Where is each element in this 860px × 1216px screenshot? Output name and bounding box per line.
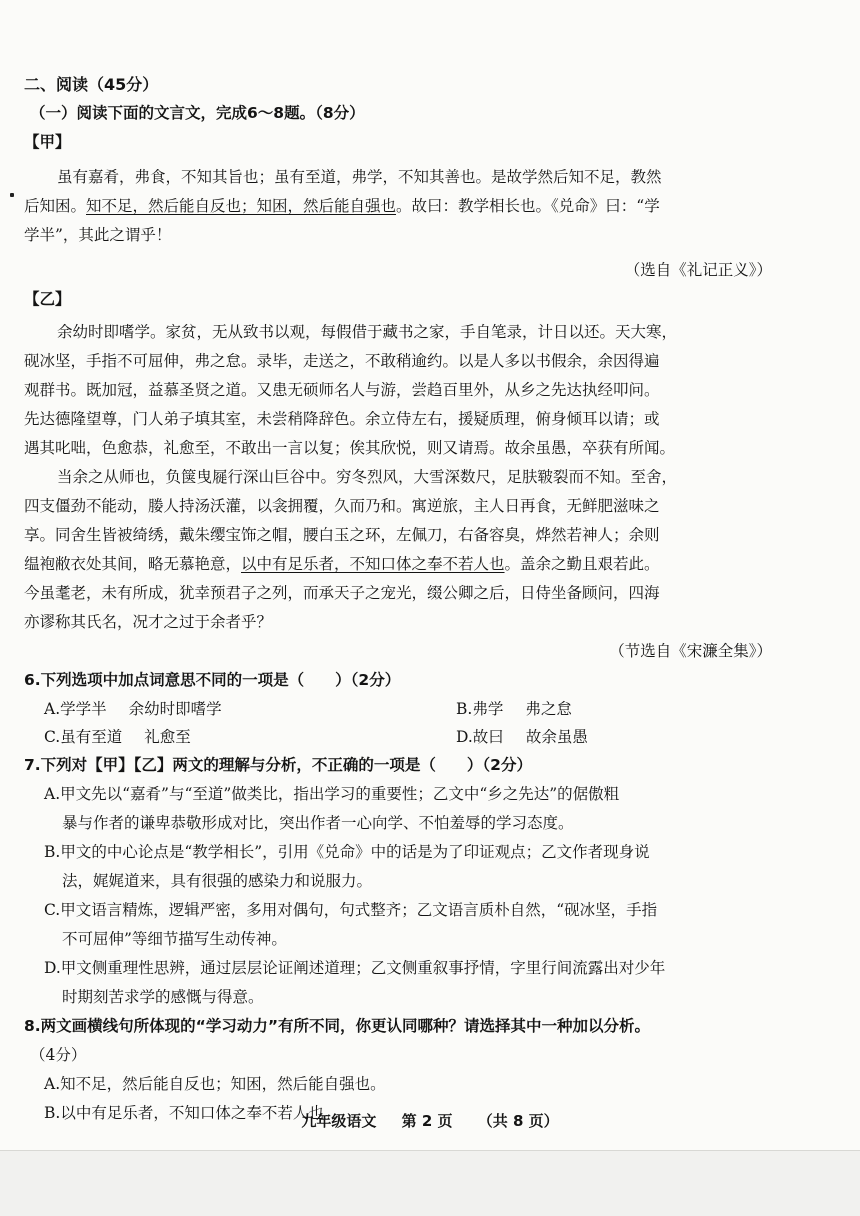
- q6-option-c: C.虽有至道 礼愈至: [44, 728, 191, 746]
- yi-source: （节选自《宋濂全集》）: [609, 642, 772, 660]
- yi-line-4: 先达德隆望尊，门人弟子填其室，未尝稍降辞色。余立侍左右，援疑质理，俯身倾耳以请；或: [24, 410, 660, 428]
- jia-underlined-sentence: 知不足，然后能自反也；知困，然后能自强也: [86, 197, 397, 215]
- jia-label: 【甲】: [24, 133, 71, 151]
- q6-options-row-1: [24, 695, 842, 723]
- q6-options-row-2: [24, 723, 842, 751]
- footer-total: （共 8 页）: [477, 1112, 559, 1130]
- yi-line-3: 观群书。既加冠，益慕圣贤之道。又患无硕师名人与游，尝趋百里外，从乡之先达执经叩问。: [24, 381, 660, 399]
- footer-subject: 九年级语文: [301, 1112, 377, 1130]
- page-footer: [0, 1110, 860, 1131]
- yi-label: 【乙】: [24, 290, 71, 308]
- yi-line-6: 当余之从师也，负箧曳屣行深山巨谷中。穷冬烈风，大雪深数尺，足肤皲裂而不知。至舍，: [57, 468, 678, 486]
- yi-line-8: 享。同舍生皆被绮绣，戴朱缨宝饰之帽，腰白玉之环，左佩刀，右备容臭，烨然若神人；余则: [24, 526, 660, 544]
- jia-line-2: 后知困。知不足，然后能自反也；知困，然后能自强也。故曰：教学相长也。《兑命》曰：“学: [24, 197, 660, 215]
- section-heading: 二、阅读（45分）: [24, 75, 159, 94]
- yi-line-9: 缊袍敝衣处其间，略无慕艳意，以中有足乐者，不知口体之奉不若人也。盖余之勤且艰若此。: [24, 555, 660, 573]
- q7-option-a-2: 暴与作者的谦卑恭敬形成对比，突出作者一心向学、不怕羞辱的学习态度。: [62, 814, 574, 832]
- q6-option-a: A.学学半 余幼时即嗜学: [44, 700, 222, 718]
- q8-option-a: A.知不足，然后能自反也；知困，然后能自强也。: [44, 1075, 386, 1093]
- q7-option-d-1: D.甲文侧重理性思辨，通过层层论证阐述道理；乙文侧重叙事抒情，字里行间流露出对少年: [44, 959, 666, 977]
- jia-line-3: 学半”，其此之谓乎！: [24, 226, 172, 244]
- q7-option-c-2: 不可屈伸”等细节描写生动传神。: [62, 930, 287, 948]
- question-7: 7.下列对【甲】【乙】两文的理解与分析，不正确的一项是（ ）（2分）: [24, 756, 532, 774]
- yi-underlined-sentence: 以中有足乐者，不知口体之奉不若人也: [241, 555, 505, 573]
- yi-line-1: 余幼时即嗜学。家贫，无从致书以观，每假借于藏书之家，手自笔录，计日以还。天大寒，: [57, 323, 678, 341]
- yi-line-5: 遇其叱咄，色愈恭，礼愈至，不敢出一言以复；俟其欣悦，则又请焉。故余虽愚，卒获有所闻。: [24, 439, 676, 457]
- question-8: 8.两文画横线句所体现的“学习动力”有所不同，你更认同哪种？请选择其中一种加以分析。: [24, 1017, 651, 1035]
- part-heading: （一）阅读下面的文言文，完成6～8题。（8分）: [30, 104, 365, 122]
- yi-line-7: 四支僵劲不能动，媵人持汤沃灌，以衾拥覆，久而乃和。寓逆旅，主人日再食，无鲜肥滋味之: [24, 497, 660, 515]
- q7-option-c-1: C.甲文语言精炼，逻辑严密，多用对偶句，句式整齐；乙文语言质朴自然，“砚冰坚，手指: [44, 901, 658, 919]
- q7-option-a-1: A.甲文先以“嘉肴”与“至道”做类比，指出学习的重要性；乙文中“乡之先达”的倨傲粗: [44, 785, 620, 803]
- yi-line-2: 砚冰坚，手指不可屈伸，弗之怠。录毕，走送之，不敢稍逾约。以是人多以书假余，余因得遍: [24, 352, 660, 370]
- page-content: [24, 70, 842, 1128]
- q8-option-b: B.以中有足乐者，不知口体之奉不若人也。: [44, 1104, 340, 1122]
- yi-line-11: 亦谬称其氏名，况才之过于余者乎？: [24, 613, 273, 631]
- scan-speck: [10, 193, 14, 197]
- jia-line-1: 虽有嘉肴，弗食，不知其旨也；虽有至道，弗学，不知其善也。是故学然后知不足，教然: [57, 168, 662, 186]
- q7-option-d-2: 时期刻苦求学的感慨与得意。: [62, 988, 264, 1006]
- yi-line-10: 今虽耄老，未有所成，犹幸预君子之列，而承天子之宠光，缀公卿之后，日侍坐备顾问，四海: [24, 584, 660, 602]
- q8-score: （4分）: [30, 1046, 87, 1064]
- footer-page: 第 2 页: [401, 1112, 453, 1130]
- jia-source: （选自《礼记正义》）: [624, 261, 772, 279]
- q6-option-d: D.故曰 故余虽愚: [456, 728, 588, 746]
- q7-option-b-2: 法，娓娓道来，具有很强的感染力和说服力。: [62, 872, 373, 890]
- question-6: 6.下列选项中加点词意思不同的一项是（ ）（2分）: [24, 671, 401, 689]
- scan-bottom-margin: [0, 1150, 860, 1216]
- q7-option-b-1: B.甲文的中心论点是“教学相长”，引用《兑命》中的话是为了印证观点；乙文作者现身说: [44, 843, 650, 861]
- q6-option-b: B.弗学 弗之怠: [456, 700, 572, 718]
